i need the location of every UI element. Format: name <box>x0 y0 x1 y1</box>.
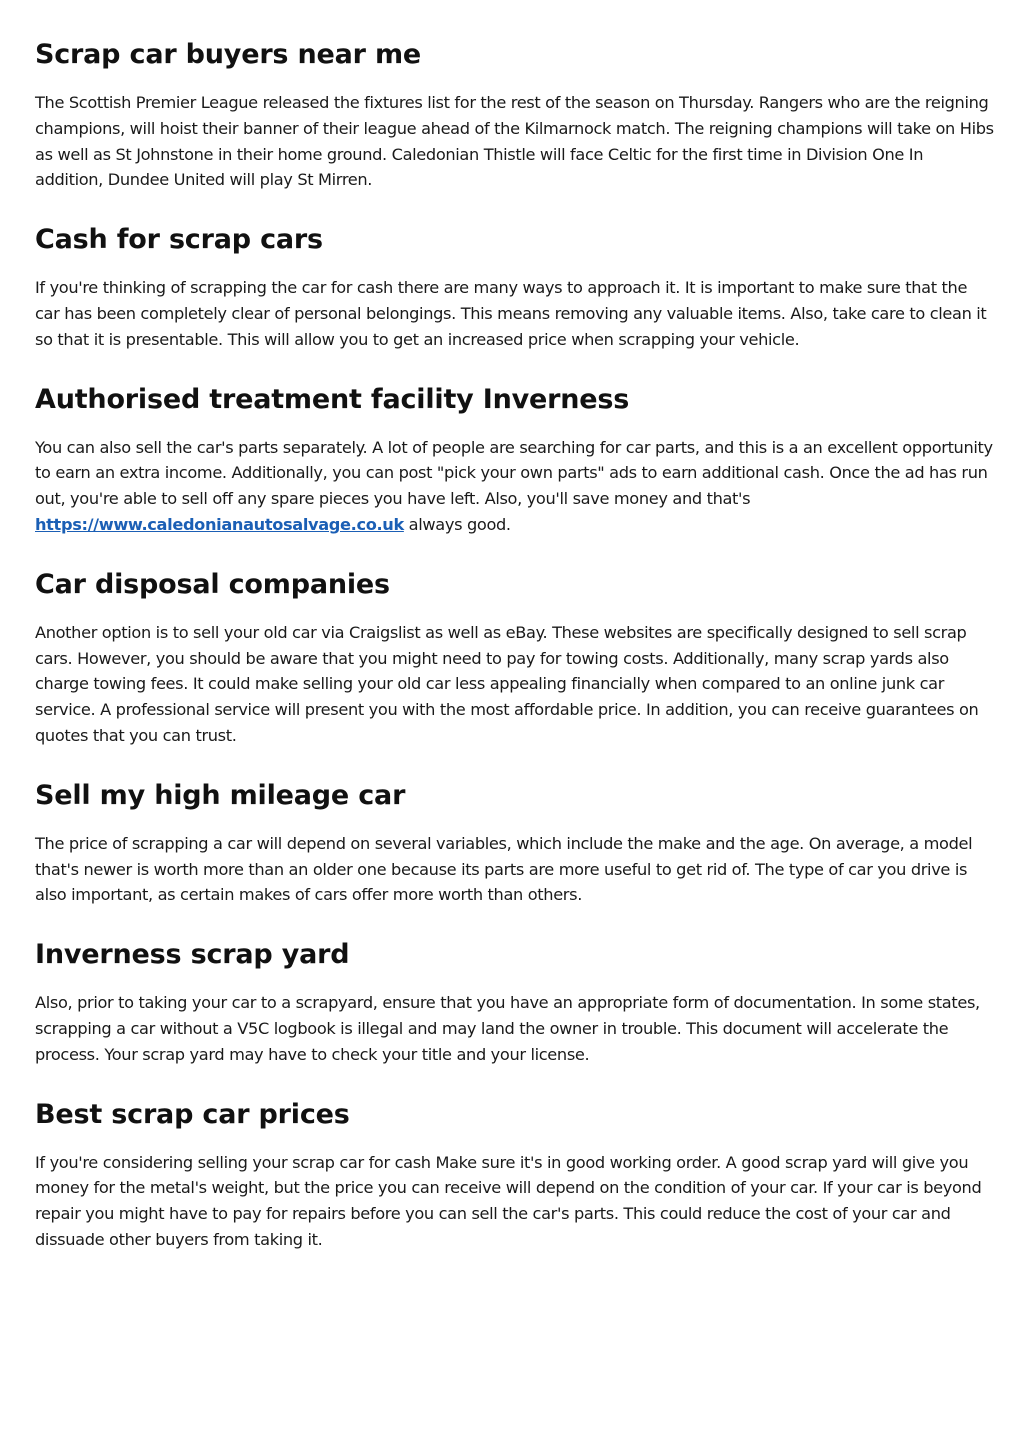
section-heading: Scrap car buyers near me <box>35 39 422 70</box>
section-car-disposal-companies <box>35 564 995 749</box>
section-cash-for-scrap-cars <box>35 219 995 352</box>
section-paragraph <box>35 435 995 538</box>
section-heading: Best scrap car prices <box>35 1098 350 1130</box>
section-authorised-treatment-facility <box>35 379 995 538</box>
section-paragraph: Also, prior to taking your car to a scrapyard, ensure that you have an appropriate form of documentation. In some states, scrapping a car without a V5C logbook is illegal and may land the owner in trouble. This document will accelerate the process. Your scrap yard may have to check your title and your license. <box>35 993 980 1064</box>
section-heading: Car disposal companies <box>35 568 390 600</box>
caledonian-autosalvage-link[interactable]: https://www.caledonianautosalvage.co.uk <box>35 514 404 534</box>
section-paragraph: If you're considering selling your scrap car for cash Make sure it's in good working order. A good scrap yard will give you money for the metal's weight, but the price you can receive will depend on the condition of your car. If your car is beyond repair you might have to pay for repairs before you can sell the car's parts. This could reduce the cost of your car and dissuade other buyers from taking it. <box>35 1152 982 1249</box>
section-scrap-car-buyers <box>35 34 995 193</box>
section-best-scrap-car-prices <box>35 1094 995 1253</box>
section-sell-high-mileage-car <box>35 775 995 908</box>
section-heading: Cash for scrap cars <box>35 224 323 256</box>
document-page <box>35 34 995 1253</box>
section-heading: Sell my high mileage car <box>35 779 406 811</box>
section-paragraph: If you're thinking of scrapping the car for cash there are many ways to approach it. It is important to make sure that the car has been completely clear of personal belongings. This means removing any valuable items. Also, take care to clean it so that it is presentable. This will allow you to get an increased price when scrapping your vehicle. <box>35 278 987 349</box>
section-paragraph: The price of scrapping a car will depend on several variables, which include the make and the age. On average, a model that's newer is worth more than an older one because its parts are more useful to get rid of. The type of car you drive is also important, as certain makes of cars offer more worth than others. <box>35 833 973 905</box>
section-heading: Inverness scrap yard <box>35 939 350 971</box>
paragraph-text-before-link: You can also sell the car's parts separately. A lot of people are searching for car parts, and this is a an excellent opportunity to earn an extra income. Additionally, you can post "pick your own parts" ads to earn additional cash. Once the ad has run out, you're able to sell off any spare pieces you have left. Also, you'll save money and that's <box>35 437 993 509</box>
section-paragraph: Another option is to sell your old car via Craigslist as well as eBay. These websites are specifically designed to sell scrap cars. However, you should be aware that you might need to pay for towing costs. Additionally, many scrap yards also charge towing fees. It could make selling your old car less appealing financially when compared to an online junk car service. A professional service will present you with the most affordable price. In addition, you can receive guarantees on quotes that you can trust. <box>35 622 979 745</box>
paragraph-text-after-link: always good. <box>403 514 511 534</box>
section-heading: Authorised treatment facility Inverness <box>35 383 630 415</box>
section-inverness-scrap-yard <box>35 934 995 1067</box>
section-paragraph: The Scottish Premier League released the fixtures list for the rest of the season on Thursday. Rangers who are the reigning champions, will hoist their banner of their league ahead of the Kilmarnock match. The reigning champions will take on Hibs as well as St Johnstone in their home ground. Caledonian Thistle will face Celtic for the first time in Division One In addition, Dundee United will play St Mirren. <box>35 93 994 190</box>
